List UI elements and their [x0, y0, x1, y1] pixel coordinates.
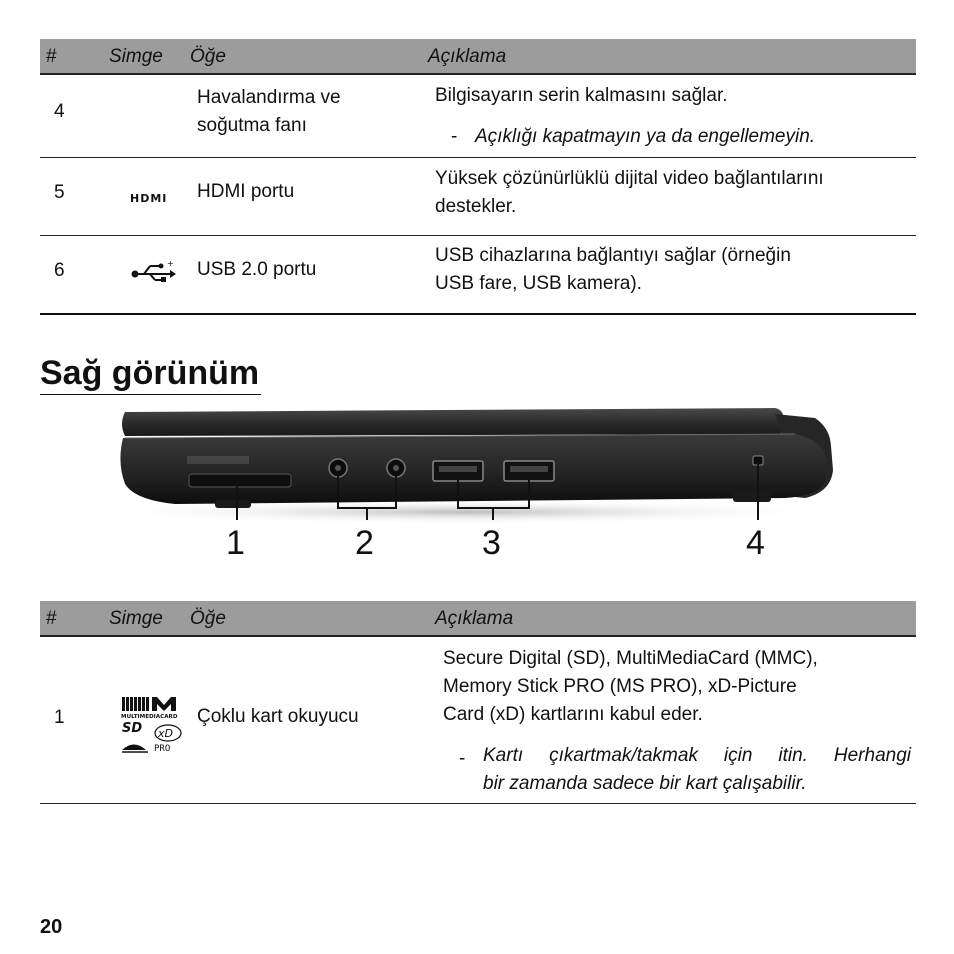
- callout-1: 1: [226, 524, 245, 562]
- svg-text:xD: xD: [158, 727, 173, 740]
- row-description-line: USB fare, USB kamera).: [435, 273, 642, 294]
- callout-2: 2: [355, 524, 374, 562]
- row-note-line: bir zamanda sadece bir kart çalışabilir.: [483, 773, 807, 794]
- row-note-line: Kartı çıkartmak/takmak için itin. Herhangi: [483, 745, 911, 766]
- row-description: [443, 645, 818, 729]
- row-item: [197, 84, 341, 140]
- table-row: [40, 158, 916, 236]
- callout-4: 4: [746, 524, 765, 562]
- row-item-line: Havalandırma ve: [197, 87, 341, 108]
- hdmi-icon: HDMI: [130, 192, 168, 205]
- row-description: [435, 165, 824, 221]
- callout-3: 3: [482, 524, 501, 562]
- row-number: 6: [54, 260, 65, 281]
- row-description: [435, 242, 791, 298]
- laptop-right-side-figure: [95, 400, 855, 570]
- table-row: [40, 236, 916, 315]
- table-row: [40, 75, 916, 158]
- laptop-illustration: [95, 400, 855, 570]
- svg-text:PRO: PRO: [154, 744, 171, 754]
- row-item: Çoklu kart okuyucu: [197, 706, 359, 727]
- row-note: [483, 742, 911, 798]
- row-item: USB 2.0 portu: [197, 259, 317, 280]
- row-description-line: destekler.: [435, 196, 517, 217]
- row-description-line: Memory Stick PRO (MS PRO), xD-Picture: [443, 676, 797, 697]
- section-heading: Sağ görünüm: [40, 352, 261, 395]
- table-row: [40, 637, 916, 804]
- row-item: HDMI portu: [197, 181, 295, 202]
- svg-text:+: +: [167, 260, 174, 268]
- feature-table-bottom: [40, 601, 916, 804]
- header-desc: Açıklama: [428, 46, 507, 67]
- note-dash: -: [451, 126, 458, 147]
- header-item: Öğe: [190, 608, 226, 629]
- table-header: [40, 39, 916, 75]
- note-dash: -: [459, 748, 466, 769]
- row-number: 5: [54, 182, 65, 203]
- usb-icon: [130, 260, 176, 289]
- row-number: 4: [54, 101, 65, 122]
- row-description-line: Yüksek çözünürlüklü dijital video bağlantılarını: [435, 168, 824, 189]
- header-desc: Açıklama: [435, 608, 514, 629]
- header-num: #: [46, 46, 57, 67]
- feature-table-top: [40, 39, 916, 315]
- card-reader-logos-icon: [120, 695, 184, 759]
- header-item: Öğe: [190, 46, 226, 67]
- header-icon: Simge: [109, 608, 163, 629]
- row-number: 1: [54, 707, 65, 728]
- svg-text:MULTIMEDIACARD: MULTIMEDIACARD: [121, 714, 178, 720]
- row-description-line: Card (xD) kartlarını kabul eder.: [443, 704, 703, 725]
- header-icon: Simge: [109, 46, 163, 67]
- table-header: [40, 601, 916, 637]
- row-description-line: USB cihazlarına bağlantıyı sağlar (örneğin: [435, 245, 791, 266]
- header-num: #: [46, 608, 57, 629]
- page-number: 20: [40, 916, 63, 938]
- row-description-line: Secure Digital (SD), MultiMediaCard (MMC),: [443, 648, 818, 669]
- svg-text:SD: SD: [122, 721, 143, 736]
- row-description: Bilgisayarın serin kalmasını sağlar.: [435, 85, 728, 106]
- row-note: Açıklığı kapatmayın ya da engellemeyin.: [475, 126, 816, 147]
- row-item-line: soğutma fanı: [197, 115, 307, 136]
